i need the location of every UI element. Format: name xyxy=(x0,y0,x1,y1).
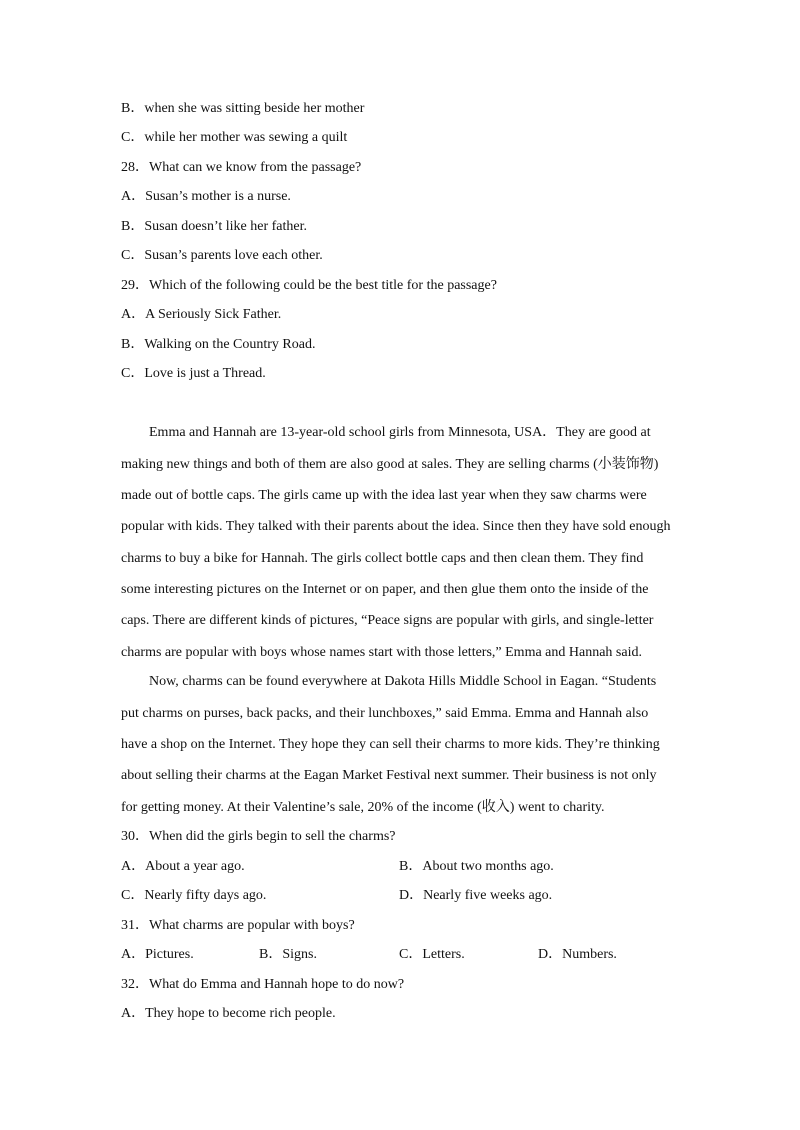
question-30-option-a: A．About a year ago. xyxy=(121,859,245,874)
passage-p2-line-3: have a shop on the Internet. They hope they can sell their charms to more kids. They’re thinking xyxy=(121,737,660,752)
prev-option-c: C．while her mother was sewing a quilt xyxy=(121,130,348,145)
question-32-option-a: A．They hope to become rich people. xyxy=(121,1006,336,1021)
passage-p1-line-6: some interesting pictures on the Internet or on paper, and then glue them onto the inside of the xyxy=(121,582,649,597)
question-30-option-b: B．About two months ago. xyxy=(399,859,554,874)
passage-p1-line-2: making new things and both of them are also good at sales. They are selling charms (小装饰物) xyxy=(121,457,659,472)
question-31-option-d: D．Numbers. xyxy=(538,947,617,962)
question-31-option-b: B．Signs. xyxy=(259,947,317,962)
question-29-option-c: C．Love is just a Thread. xyxy=(121,366,266,381)
question-31-option-c: C．Letters. xyxy=(399,947,465,962)
question-31-stem: 31．What charms are popular with boys? xyxy=(121,918,355,933)
passage-p1-line-8: charms are popular with boys whose names start with those letters,” Emma and Hannah said. xyxy=(121,645,642,660)
question-30-option-c: C．Nearly fifty days ago. xyxy=(121,888,267,903)
question-31-option-a: A．Pictures. xyxy=(121,947,194,962)
question-29-option-b: B．Walking on the Country Road. xyxy=(121,337,316,352)
question-28-option-c: C．Susan’s parents love each other. xyxy=(121,248,323,263)
question-29-stem: 29．Which of the following could be the best title for the passage? xyxy=(121,278,497,293)
passage-p2-line-5: for getting money. At their Valentine’s sale, 20% of the income (收入) went to charity. xyxy=(121,800,605,815)
passage-p1-line-4: popular with kids. They talked with their parents about the idea. Since then they have sold enough xyxy=(121,519,671,534)
question-28-stem: 28．What can we know from the passage? xyxy=(121,160,362,175)
passage-p2-line-2: put charms on purses, back packs, and their lunchboxes,” said Emma. Emma and Hannah also xyxy=(121,706,649,721)
question-30-option-d: D．Nearly five weeks ago. xyxy=(399,888,553,903)
prev-option-b: B．when she was sitting beside her mother xyxy=(121,101,365,116)
question-29-option-a: A．A Seriously Sick Father. xyxy=(121,307,282,322)
passage-p2-line-4: about selling their charms at the Eagan Market Festival next summer. Their business is not only xyxy=(121,768,657,783)
passage-p1-line-1: Emma and Hannah are 13-year-old school girls from Minnesota, USA．They are good at xyxy=(149,425,651,440)
passage-p1-line-7: caps. There are different kinds of pictures, “Peace signs are popular with girls, and single-letter xyxy=(121,613,654,628)
passage-p1-line-3: made out of bottle caps. The girls came up with the idea last year when they saw charms were xyxy=(121,488,647,503)
question-28-option-a: A．Susan’s mother is a nurse. xyxy=(121,189,291,204)
passage-p2-line-1: Now, charms can be found everywhere at Dakota Hills Middle School in Eagan. “Students xyxy=(149,674,657,689)
question-32-stem: 32．What do Emma and Hannah hope to do now? xyxy=(121,977,405,992)
question-28-option-b: B．Susan doesn’t like her father. xyxy=(121,219,307,234)
passage-p1-line-5: charms to buy a bike for Hannah. The girls collect bottle caps and then clean them. They find xyxy=(121,551,644,566)
question-30-stem: 30．When did the girls begin to sell the charms? xyxy=(121,829,396,844)
